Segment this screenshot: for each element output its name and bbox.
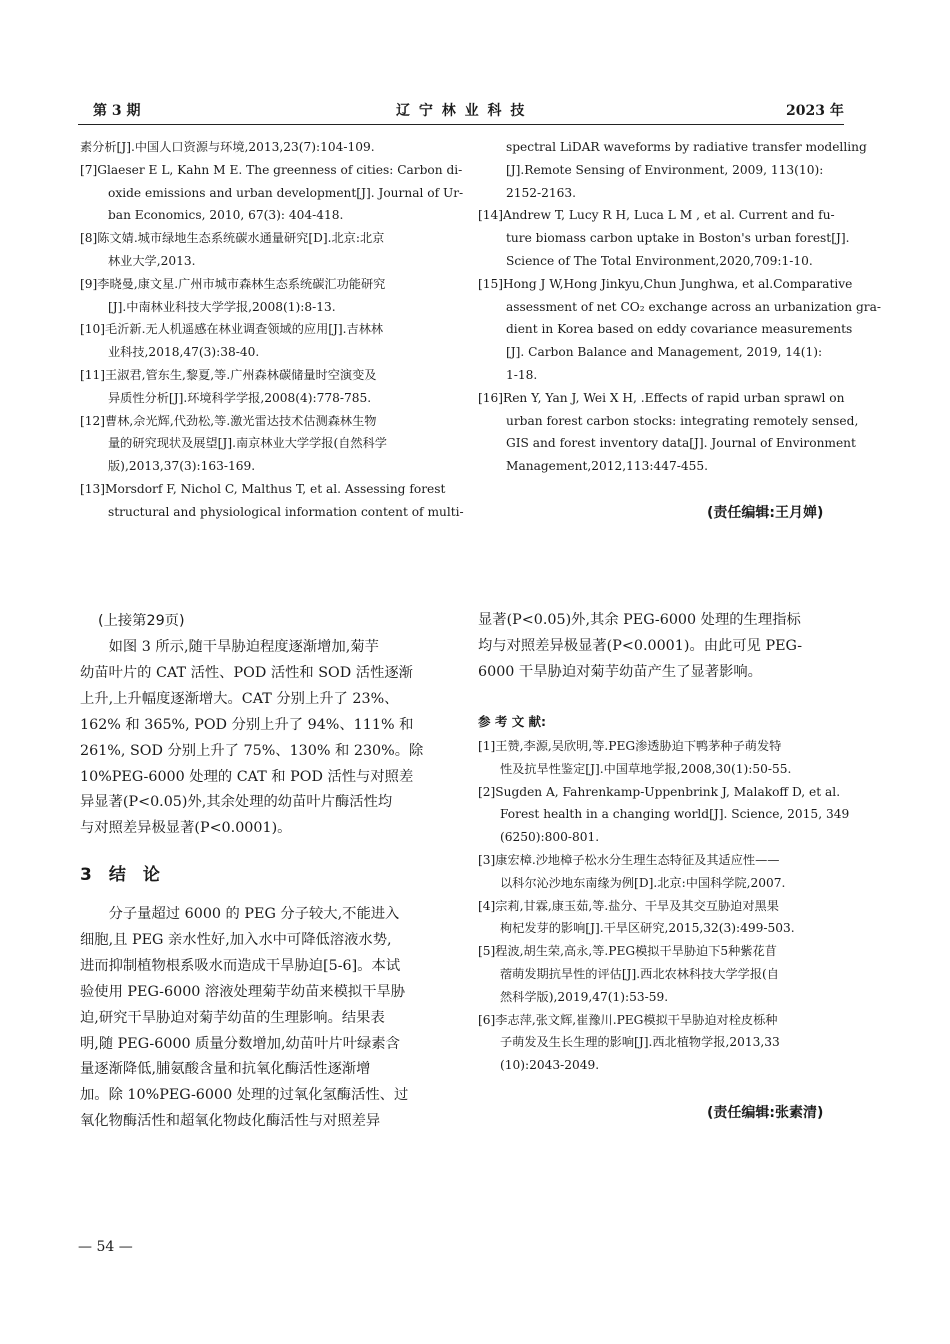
reference-item bbox=[80, 273, 446, 319]
reference-line: [J]. Carbon Balance and Management, 2019, 14(1): bbox=[506, 345, 823, 360]
reference-line: 2152-2163. bbox=[506, 185, 577, 200]
reference-line: urban forest carbon stocks: integrating remotely sensed, bbox=[506, 413, 859, 428]
text-line: 上升,上升幅度逐渐增大。CAT 分别上升了 23%、 bbox=[80, 690, 399, 707]
reference-line: 量的研究现状及展望[J].南京林业大学学报(自然科学 bbox=[108, 436, 387, 451]
text-line: 如图 3 所示,随干旱胁迫程度逐渐增加,菊芋 bbox=[80, 639, 379, 655]
reference-line: 素分析[J].中国人口资源与环境,2013,23(7):104-109. bbox=[80, 140, 375, 154]
reference-line: 业科技,2018,47(3):38-40. bbox=[108, 345, 260, 360]
editor-note-1: (责任编辑:王月婵) bbox=[707, 505, 824, 521]
reference-line: assessment of net CO₂ exchange across an urbanization gra- bbox=[506, 299, 881, 314]
reference-item bbox=[478, 1009, 844, 1077]
text-line: 幼苗叶片的 CAT 活性、POD 活性和 SOD 活性逐渐 bbox=[80, 664, 413, 681]
text-line: 均与对照差异极显著(P<0.0001)。由此可见 PEG- bbox=[478, 637, 803, 654]
issue-label: 第 3 期 bbox=[93, 103, 141, 119]
reference-line: Science of The Total Environment,2020,709:1-10. bbox=[506, 253, 813, 268]
journal-title: 辽 宁 林 业 科 技 bbox=[396, 103, 527, 119]
reference-item bbox=[478, 387, 859, 478]
reference-line: Forest health in a changing world[J]. Science, 2015, 349 bbox=[500, 807, 850, 822]
right-paragraph bbox=[478, 608, 802, 686]
top-references-right bbox=[478, 136, 881, 478]
reference-line: [7]Glaeser E L, Kahn M E. The greenness of cities: Carbon di- bbox=[80, 162, 463, 177]
reference-line: 林业大学,2013. bbox=[108, 253, 196, 268]
reference-line: [8]陈文婧.城市绿地生态系统碳水通量研究[D].北京:北京 bbox=[80, 231, 385, 246]
text-line: 分子量超过 6000 的 PEG 分子较大,不能进入 bbox=[80, 906, 400, 922]
reference-line: [3]康宏樟.沙地樟子松水分生理生态特征及其适应性—— bbox=[478, 852, 780, 867]
reference-item bbox=[478, 940, 844, 1008]
reference-item bbox=[80, 478, 464, 524]
text-line: 6000 干旱胁迫对菊芋幼苗产生了显著影响。 bbox=[478, 663, 762, 680]
text-line: 显著(P<0.05)外,其余 PEG-6000 处理的生理指标 bbox=[478, 612, 801, 628]
reference-item bbox=[80, 410, 446, 478]
reference-line: [11]王淑君,管东生,黎夏,等.广州森林碳储量时空演变及 bbox=[80, 367, 377, 382]
reference-item bbox=[478, 136, 867, 204]
year-label: 2023 年 bbox=[786, 103, 844, 119]
reference-line: [12]曹林,佘光辉,代劲松,等.激光雷达技术估测森林生物 bbox=[80, 413, 377, 428]
reference-line: 版),2013,37(3):163-169. bbox=[108, 459, 256, 474]
reference-line: [2]Sugden A, Fahrenkamp-Uppenbrink J, Malakoff D, et al. bbox=[478, 784, 841, 799]
reference-line: ture biomass carbon uptake in Boston's urban forest[J]. bbox=[506, 231, 850, 246]
reference-line: dient in Korea based on eddy covariance measurements bbox=[506, 322, 853, 337]
text-line: 261%, SOD 分别上升了 75%、130% 和 230%。除 bbox=[80, 742, 424, 759]
text-line: 迫,研究干旱胁迫对菊芋幼苗的生理影响。结果表 bbox=[80, 1009, 385, 1026]
reference-line: [J].Remote Sensing of Environment, 2009, 113(10): bbox=[506, 162, 824, 177]
reference-line: 蓿萌发期抗旱性的评估[J].西北农林科技大学学报(自 bbox=[500, 966, 779, 981]
section-title-conclusion: 3 结 论 bbox=[80, 865, 160, 885]
editor-note-2: (责任编辑:张素清) bbox=[707, 1105, 824, 1121]
reference-line: [5]程波,胡生荣,高永,等.PEG模拟干旱胁迫下5种紫花苜 bbox=[478, 944, 777, 959]
reference-line: GIS and forest inventory data[J]. Journal of Environment bbox=[506, 436, 856, 451]
left-paragraph-2 bbox=[80, 902, 408, 1135]
reference-item bbox=[80, 159, 464, 227]
text-line: 162% 和 365%, POD 分别上升了 94%、111% 和 bbox=[80, 716, 414, 733]
reference-item bbox=[478, 735, 844, 781]
reference-line: [14]Andrew T, Lucy R H, Luca L M , et al. Current and fu- bbox=[478, 208, 835, 223]
reference-item bbox=[478, 204, 850, 272]
text-line: 氧化物酶活性和超氧化物歧化酶活性与对照差异 bbox=[80, 1113, 381, 1130]
reference-line: spectral LiDAR waveforms by radiative transfer modelling bbox=[506, 140, 867, 154]
reference-item bbox=[80, 318, 446, 364]
text-line: 验使用 PEG-6000 溶液处理菊芋幼苗来模拟干旱胁 bbox=[80, 983, 406, 1000]
reference-line: [4]宗莉,甘霖,康玉茹,等.盐分、干旱及其交互胁迫对黑果 bbox=[478, 898, 779, 913]
reference-line: (10):2043-2049. bbox=[500, 1058, 600, 1073]
reference-line: ban Economics, 2010, 67(3): 404-418. bbox=[108, 208, 344, 223]
reference-line: 以科尔沁沙地东南缘为例[D].北京:中国科学院,2007. bbox=[500, 875, 786, 890]
page-number: — 54 — bbox=[78, 1239, 133, 1255]
header-rule bbox=[78, 124, 844, 125]
reference-line: [16]Ren Y, Yan J, Wei X H, .Effects of rapid urban sprawl on bbox=[478, 390, 845, 405]
reference-line: 子萌发及生长生理的影响[J].西北植物学报,2013,33 bbox=[500, 1035, 780, 1050]
reference-item bbox=[80, 227, 446, 273]
text-line: 量逐渐降低,脯氨酸含量和抗氧化酶活性逐渐增 bbox=[80, 1061, 371, 1078]
text-line: 异显著(P<0.05)外,其余处理的幼苗叶片酶活性均 bbox=[80, 794, 393, 811]
reference-item bbox=[478, 781, 850, 849]
reference-line: [15]Hong J W,Hong Jinkyu,Chun Junghwa, et al.Comparative bbox=[478, 276, 853, 291]
reference-line: Management,2012,113:447-455. bbox=[506, 459, 709, 474]
text-line: 明,随 PEG-6000 质量分数增加,幼苗叶片叶绿素含 bbox=[80, 1035, 400, 1052]
continued-from-label: (上接第29页) bbox=[98, 613, 185, 629]
reference-line: 枸杞发芽的影响[J].干旱区研究,2015,32(3):499-503. bbox=[500, 921, 795, 936]
reference-line: 性及抗旱性鉴定[J].中国草地学报,2008,30(1):50-55. bbox=[500, 761, 792, 776]
text-line: 细胞,且 PEG 亲水性好,加入水中可降低溶液水势, bbox=[80, 931, 392, 948]
reference-line: [9]李晓曼,康文星.广州市城市森林生态系统碳汇功能研究 bbox=[80, 276, 386, 291]
reference-item bbox=[478, 849, 844, 895]
reference-item bbox=[478, 273, 881, 387]
reference-item bbox=[478, 895, 844, 941]
reference-line: 1-18. bbox=[506, 367, 538, 382]
text-line: 与对照差异极显著(P<0.0001)。 bbox=[80, 820, 292, 837]
reference-line: (6250):800-801. bbox=[500, 830, 600, 845]
top-references-left bbox=[80, 136, 464, 524]
left-paragraph-1 bbox=[80, 635, 423, 842]
reference-item bbox=[80, 364, 446, 410]
reference-line: 异质性分析[J].环境科学学报,2008(4):778-785. bbox=[108, 390, 372, 405]
reference-line: [13]Morsdorf F, Nichol C, Malthus T, et al. Assessing forest bbox=[80, 481, 446, 496]
reference-line: [6]李志萍,张文辉,崔豫川.PEG模拟干旱胁迫对栓皮栎种 bbox=[478, 1012, 778, 1027]
reference-line: [J].中南林业科技大学学报,2008(1):8-13. bbox=[108, 299, 336, 314]
reference-line: [1]王赞,李源,吴欣明,等.PEG渗透胁迫下鸭茅种子萌发特 bbox=[478, 739, 782, 753]
reference-item bbox=[80, 136, 446, 159]
reference-line: oxide emissions and urban development[J]. Journal of Ur- bbox=[108, 185, 464, 200]
text-line: 加。除 10%PEG-6000 处理的过氧化氢酶活性、过 bbox=[80, 1087, 409, 1104]
reference-line: 然科学版),2019,47(1):53-59. bbox=[500, 989, 669, 1004]
reference-line: structural and physiological information content of multi- bbox=[108, 504, 464, 519]
reference-line: [10]毛沂新.无人机遥感在林业调查领域的应用[J].吉林林 bbox=[80, 322, 384, 337]
text-line: 10%PEG-6000 处理的 CAT 和 POD 活性与对照差 bbox=[80, 768, 414, 785]
section-divider bbox=[78, 573, 844, 581]
references-title: 参 考 文 献: bbox=[478, 714, 547, 729]
references-list bbox=[478, 735, 850, 1077]
text-line: 进而抑制植物根系吸水而造成干旱胁迫[5-6]。本试 bbox=[80, 957, 401, 974]
